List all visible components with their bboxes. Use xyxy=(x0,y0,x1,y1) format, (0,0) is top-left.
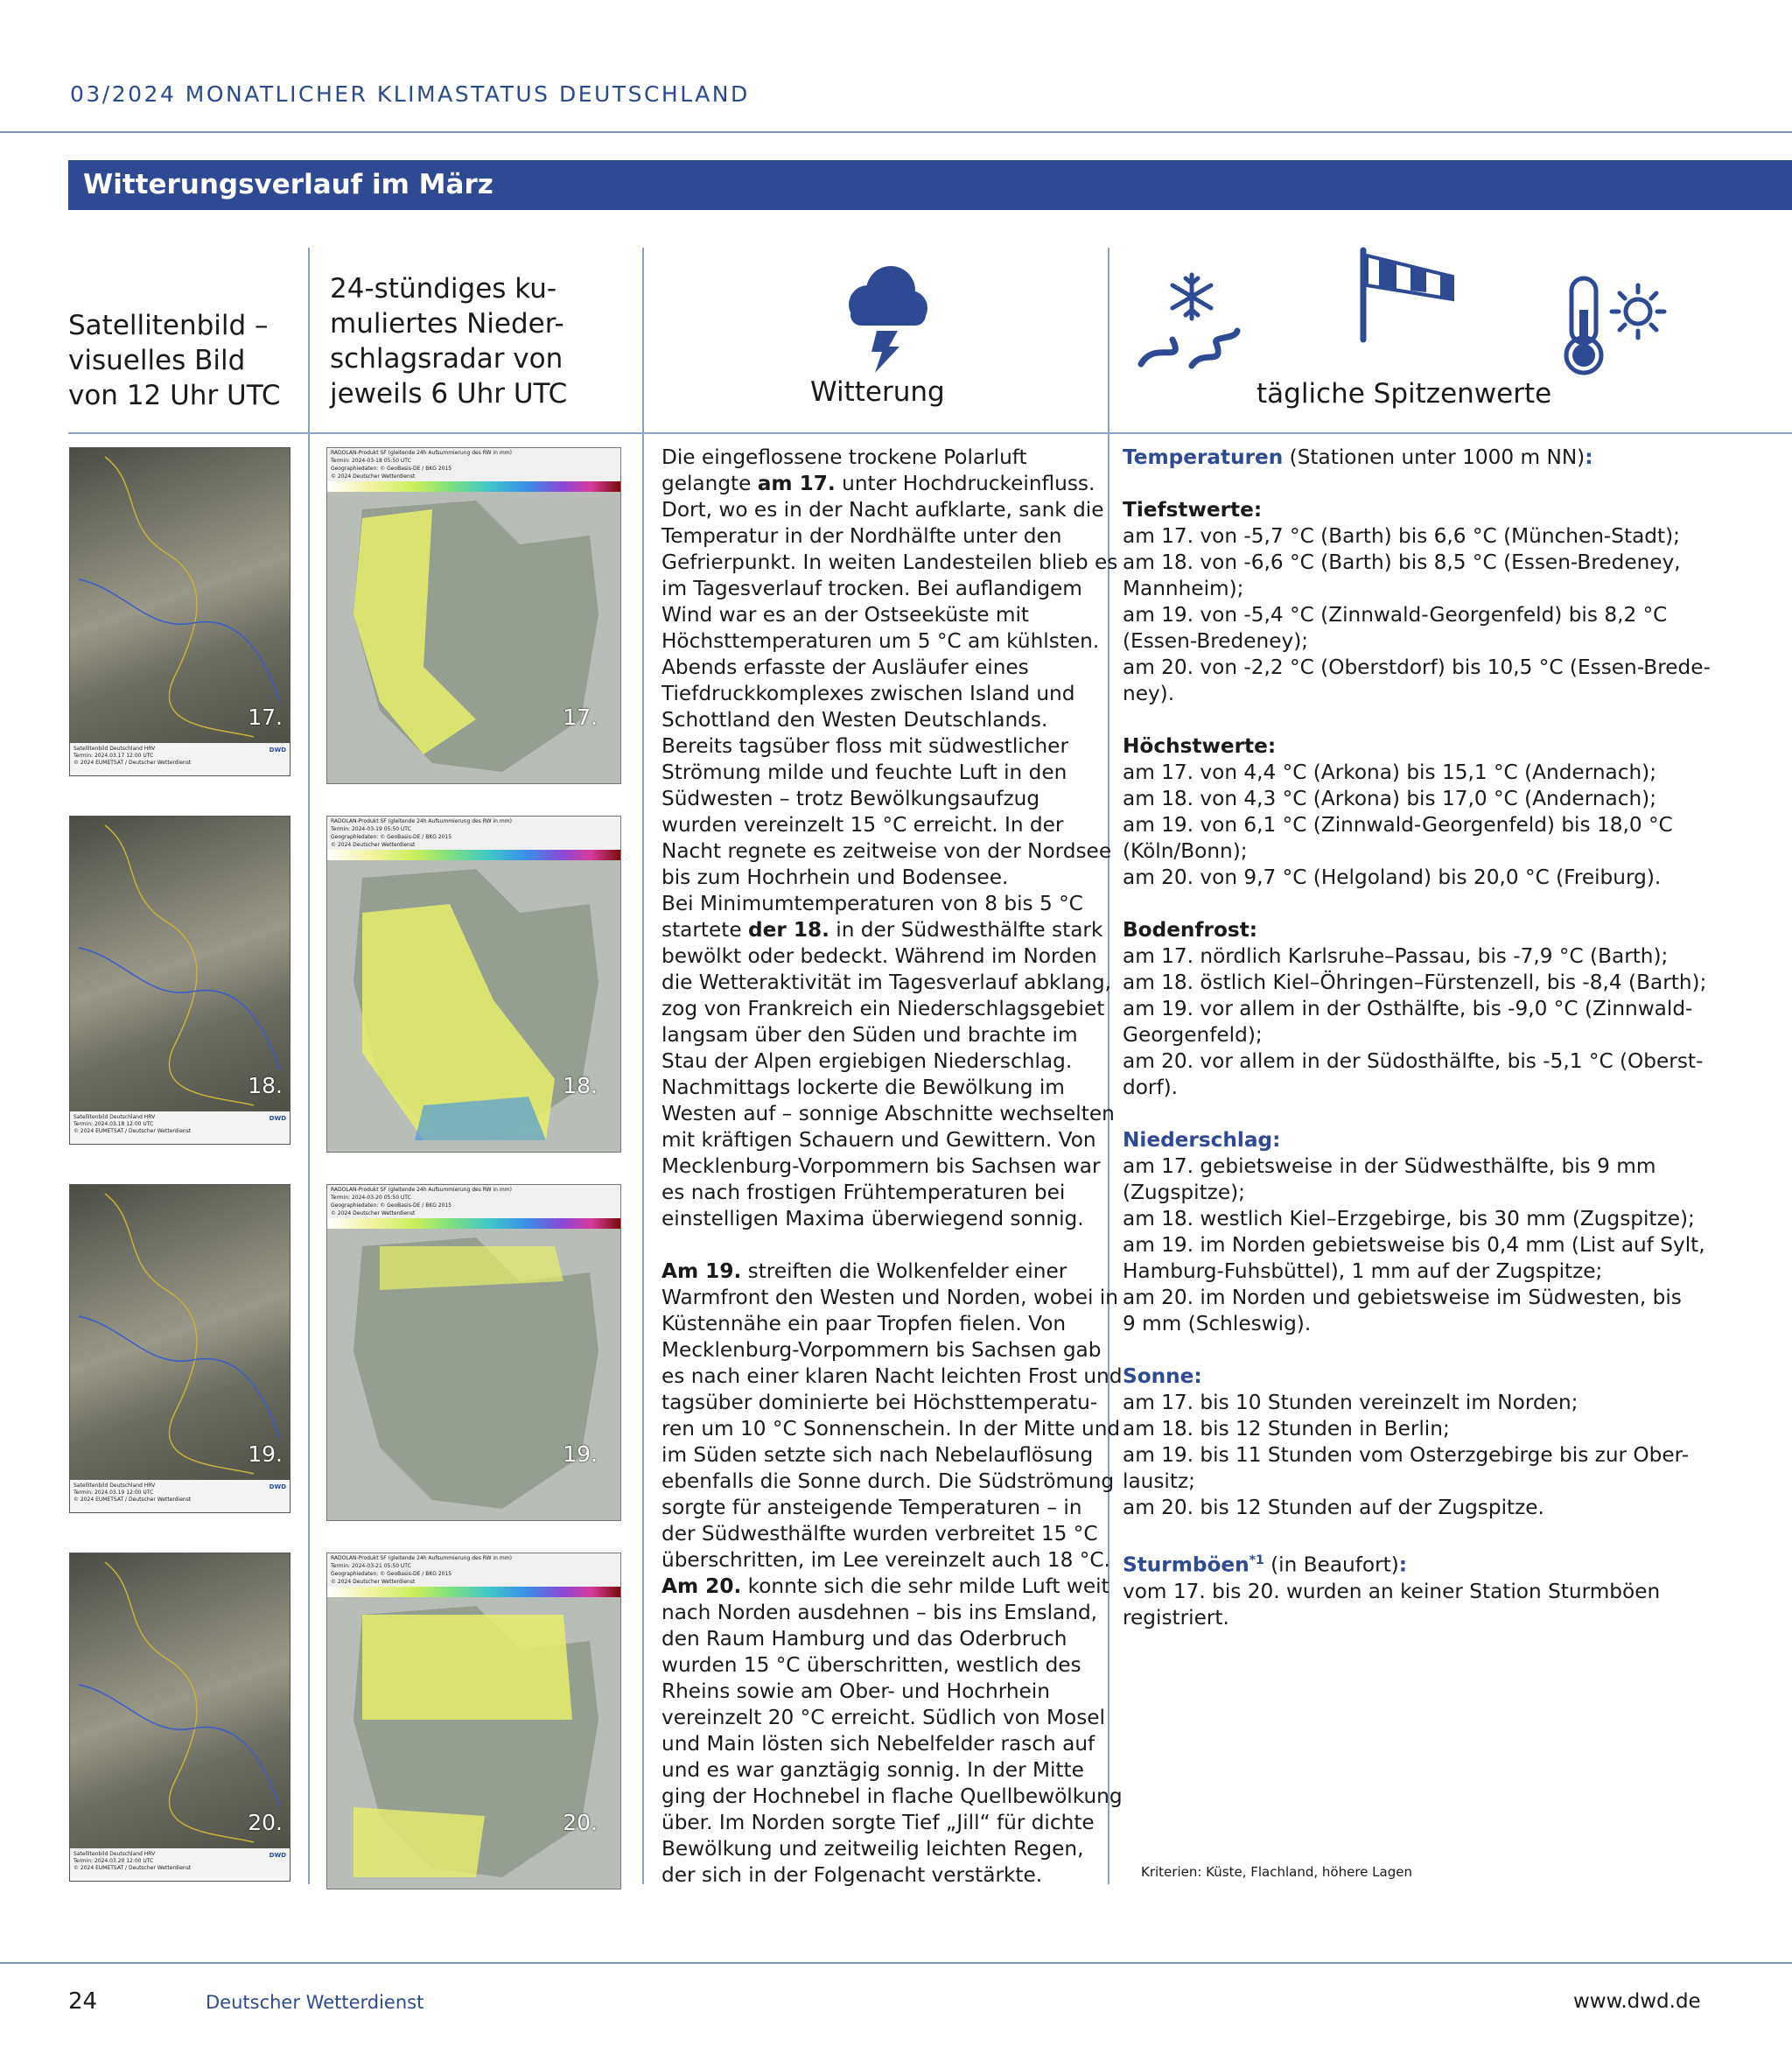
heading-note: (in Beaufort) xyxy=(1264,1553,1399,1577)
section-title: Witterungsverlauf im März xyxy=(68,160,1792,210)
date-emphasis: am 17. xyxy=(757,472,836,495)
text-line: über. Im Norden sorgte Tief „Jill“ für dichte xyxy=(662,1811,1095,1834)
satellite-borders xyxy=(70,817,290,1114)
page-number: 24 xyxy=(68,1988,98,2015)
caption-line: © 2024 EUMETSAT / Deutscher Wetterdienst xyxy=(74,1497,192,1503)
image-caption xyxy=(70,1480,290,1512)
thunderstorm-cloud-icon xyxy=(842,259,929,375)
heading-colon: : xyxy=(1398,1553,1408,1577)
caption-line: RADOLAN-Produkt SF (gleitende 24h Aufsummierung des RW in mm) xyxy=(331,450,512,456)
image-caption xyxy=(70,1111,290,1144)
text-line: dorf). xyxy=(1123,1076,1179,1099)
text-line: Mannheim); xyxy=(1123,577,1244,600)
text-line: Mecklenburg-Vorpommern bis Sachsen war xyxy=(662,1154,1101,1178)
text-line: am 17. gebietsweise in der Südwesthälfte, bis 9 mm xyxy=(1123,1154,1656,1178)
peaks-column-header: tägliche Spitzenwerte xyxy=(1256,378,1552,410)
caption-line: RADOLAN-Produkt SF (gleitende 24h Aufsummierung des RW in mm) xyxy=(331,1187,512,1193)
text-line: 9 mm (Schleswig). xyxy=(1123,1312,1312,1335)
text-line: am 19. im Norden gebietsweise bis 0,4 mm (List auf Sylt, xyxy=(1123,1233,1705,1257)
paragraph-spacer xyxy=(1123,707,1711,733)
date-emphasis: Am 20. xyxy=(662,1574,742,1598)
text-line: am 20. bis 12 Stunden auf der Zugspitze. xyxy=(1123,1496,1544,1519)
header-line: Satellitenbild – xyxy=(68,310,269,341)
caption-line: RADOLAN-Produkt SF (gleitende 24h Aufsummierung des RW in mm) xyxy=(331,818,512,824)
header-line: schlagsradar von xyxy=(330,343,564,375)
satellite-image xyxy=(69,447,290,776)
satellite-column-header xyxy=(68,308,281,413)
header-line: muliertes Nieder- xyxy=(330,308,564,340)
text-line: nach Norden ausdehnen – bis ins Emsland, xyxy=(662,1601,1098,1624)
day-label: 17. xyxy=(248,705,283,730)
windsock-icon xyxy=(1358,247,1460,343)
radar-legend xyxy=(327,1587,620,1597)
footer-rule xyxy=(0,1962,1792,1964)
text-line: der Südwesthälfte wurden verbreitet 15 °C xyxy=(662,1522,1098,1546)
text-line: Nachmittags lockerte die Bewölkung im xyxy=(662,1076,1065,1099)
header-row-rule xyxy=(68,432,1792,434)
caption-line: Termin: 2024.03.18 12:00 UTC xyxy=(74,1121,154,1127)
caption-line: Termin: 2024-03-20 05:50 UTC xyxy=(331,1195,411,1201)
radar-map xyxy=(327,1597,620,1889)
caption-line: Geographiedaten: © GeoBasis-DE / BKG 2015 xyxy=(331,834,452,840)
text-line: Bei Minimumtemperaturen von 8 bis 5 °C xyxy=(662,892,1083,915)
header-line: jeweils 6 Uhr UTC xyxy=(330,378,568,410)
radar-legend xyxy=(327,850,620,860)
dwd-logo: DWD xyxy=(269,747,286,754)
text-line: am 20. von -2,2 °C (Oberstdorf) bis 10,5 °C (Essen-Brede- xyxy=(1123,655,1711,679)
text-line: Mecklenburg-Vorpommern bis Sachsen gab xyxy=(662,1338,1102,1362)
text-line: Bereits tagsüber floss mit südwestlicher xyxy=(662,734,1068,758)
caption-line: © 2024 Deutscher Wetterdienst xyxy=(331,1210,416,1216)
text-line: am 17. bis 10 Stunden vereinzelt im Norden; xyxy=(1123,1391,1578,1414)
caption-line: © 2024 EUMETSAT / Deutscher Wetterdienst xyxy=(74,1865,192,1871)
text-line: Rheins sowie am Ober- und Hochrhein xyxy=(662,1679,1050,1703)
day-label: 20. xyxy=(563,1810,598,1835)
text-line: am 17. von -5,7 °C (Barth) bis 6,6 °C (München-Stadt); xyxy=(1123,524,1680,548)
text-line: am 19. von 6,1 °C (Zinnwald-Georgenfeld) bis 18,0 °C xyxy=(1123,813,1673,837)
text-line: bewölkt oder bedeckt. Während im Norden xyxy=(662,944,1097,968)
day-label: 19. xyxy=(248,1441,283,1467)
header-line: 24-stündiges ku- xyxy=(330,273,557,305)
text-line: (Essen-Bredeney); xyxy=(1123,629,1309,653)
text-line: am 20. von 9,7 °C (Helgoland) bis 20,0 °C (Freiburg). xyxy=(1123,866,1662,889)
radar-map xyxy=(327,1229,620,1520)
heading-run: Sturmböen xyxy=(1123,1553,1250,1577)
dwd-logo: DWD xyxy=(269,1852,286,1859)
caption-line: Termin: 2024.03.20 12:00 UTC xyxy=(74,1858,154,1864)
caption-line: © 2024 Deutscher Wetterdienst xyxy=(331,842,416,848)
text-run: in der Südwesthälfte stark xyxy=(829,918,1103,942)
text-line: Warmfront den Westen und Norden, wobei in xyxy=(662,1286,1118,1309)
text-line: der sich in der Folgenacht verstärkte. xyxy=(662,1863,1043,1887)
heading-colon: : xyxy=(1585,445,1593,469)
day-label: 19. xyxy=(563,1441,598,1467)
caption-line: RADOLAN-Produkt SF (gleitende 24h Aufsummierung des RW in mm) xyxy=(331,1555,512,1561)
radar-image xyxy=(326,816,621,1153)
text-line: den Raum Hamburg und das Oderbruch xyxy=(662,1627,1068,1651)
text-line: die Wetteraktivität im Tagesverlauf abklang, xyxy=(662,971,1111,994)
caption-line: © 2024 EUMETSAT / Deutscher Wetterdienst xyxy=(74,1128,192,1134)
text-line: ging der Hochnebel in flache Quellbewölkung xyxy=(662,1784,1123,1808)
text-line: langsam über den Süden und brachte im xyxy=(662,1023,1078,1047)
text-line: am 18. östlich Kiel–Öhringen–Fürstenzell, bis -8,4 (Barth); xyxy=(1123,971,1707,994)
running-head: 03/2024 MONATLICHER KLIMASTATUS DEUTSCHLAND xyxy=(70,81,750,107)
footnote: Kriterien: Küste, Flachland, höhere Lagen xyxy=(1141,1864,1412,1880)
text-line: lausitz; xyxy=(1123,1469,1195,1493)
text-line: Bewölkung und zeitweilig leichten Regen, xyxy=(662,1837,1084,1861)
image-caption xyxy=(70,743,290,775)
text-line: im Süden setzte sich nach Nebelauflösung xyxy=(662,1443,1094,1467)
text-line: Strömung milde und feuchte Luft in den xyxy=(662,761,1068,784)
caption-line: Geographiedaten: © GeoBasis-DE / BKG 2015 xyxy=(331,466,452,472)
text-line: vom 17. bis 20. wurden an keiner Station Sturmböen xyxy=(1123,1579,1661,1603)
text-line: registriert. xyxy=(1123,1605,1229,1630)
date-emphasis: Am 19. xyxy=(662,1259,742,1283)
peaks-heading-temperature xyxy=(1123,445,1711,471)
caption-line: © 2024 Deutscher Wetterdienst xyxy=(331,473,416,480)
radar-column-header xyxy=(330,271,567,411)
text-line: am 20. im Norden und gebietsweise im Südwesten, bis xyxy=(1123,1286,1682,1309)
caption-line: © 2024 EUMETSAT / Deutscher Wetterdienst xyxy=(74,760,192,766)
text-line xyxy=(662,1258,1123,1285)
thermometer-sun-icon xyxy=(1558,275,1671,376)
text-line: ebenfalls die Sonne durch. Die Südströmung xyxy=(662,1469,1115,1493)
text-line: am 19. vor allem in der Osthälfte, bis -9,0 °C (Zinnwald- xyxy=(1123,997,1693,1020)
header-line: visuelles Bild xyxy=(68,345,246,376)
text-line: Abends erfasste der Ausläufer eines xyxy=(662,655,1029,679)
text-line: mit kräftigen Schauern und Gewittern. Von xyxy=(662,1128,1096,1152)
text-line: ren um 10 °C Sonnenschein. In der Mitte und xyxy=(662,1417,1121,1441)
caption-line: Geographiedaten: © GeoBasis-DE / BKG 2015 xyxy=(331,1571,452,1577)
day-label: 20. xyxy=(248,1810,283,1835)
paragraph-spacer xyxy=(1123,1337,1711,1363)
text-line: sorgte für ansteigende Temperaturen – in xyxy=(662,1496,1082,1519)
text-line: zog von Frankreich ein Niederschlagsgebiet xyxy=(662,997,1105,1020)
peaks-heading-gusts xyxy=(1123,1547,1711,1579)
text-line: ney). xyxy=(1123,682,1175,705)
text-line: am 18. von 4,3 °C (Arkona) bis 17,0 °C (Andernach); xyxy=(1123,787,1657,810)
image-caption xyxy=(70,1848,290,1881)
text-line: am 18. bis 12 Stunden in Berlin; xyxy=(1123,1417,1450,1441)
caption-line: Satellitenbild Deutschland HRV xyxy=(74,1483,156,1489)
text-line: bis zum Hochrhein und Bodensee. xyxy=(662,866,1009,889)
subheading-bodenfrost: Bodenfrost: xyxy=(1123,918,1258,942)
text-line: Küstennähe ein paar Tropfen fielen. Von xyxy=(662,1312,1067,1335)
peaks-heading-precipitation: Niederschlag: xyxy=(1123,1128,1281,1152)
text-run: konnte sich die sehr milde Luft weit xyxy=(741,1574,1110,1598)
radar-image xyxy=(326,447,621,784)
caption-line: Termin: 2024.03.19 12:00 UTC xyxy=(74,1490,154,1496)
text-line: Nacht regnete es zeitweise von der Nordsee xyxy=(662,839,1112,863)
text-line: Temperatur in der Nordhälfte unter den xyxy=(662,524,1062,548)
daily-peaks xyxy=(1123,445,1711,1631)
radar-caption xyxy=(327,817,620,850)
radar-map xyxy=(327,492,620,783)
text-line: wurden vereinzelt 15 °C erreicht. In der xyxy=(662,813,1064,837)
text-run: unter Hochdruckeinfluss. xyxy=(835,472,1096,495)
radar-legend xyxy=(327,481,620,492)
text-line xyxy=(662,917,1123,943)
satellite-image xyxy=(69,1553,290,1882)
text-line: es nach frostigen Frühtemperaturen bei xyxy=(662,1181,1066,1204)
text-line: Wind war es an der Ostseeküste mit xyxy=(662,603,1029,627)
dwd-logo: DWD xyxy=(269,1483,286,1490)
text-line: im Tagesverlauf trocken. Bei auflandigem xyxy=(662,577,1082,600)
column-divider xyxy=(308,248,310,1884)
caption-line: Termin: 2024.03.17 12:00 UTC xyxy=(74,753,154,759)
caption-line: Termin: 2024-03-19 05:50 UTC xyxy=(331,826,411,832)
text-line: Hamburg-Fuhsbüttel), 1 mm auf der Zugspitze; xyxy=(1123,1259,1603,1283)
text-line xyxy=(662,471,1123,497)
caption-line: © 2024 Deutscher Wetterdienst xyxy=(331,1579,416,1585)
text-line: Dort, wo es in der Nacht aufklarte, sank die xyxy=(662,498,1104,522)
text-line: Schottland den Westen Deutschlands. xyxy=(662,708,1048,732)
text-line: (Zugspitze); xyxy=(1123,1181,1245,1204)
text-line: Südwesten – trotz Bewölkungsaufzug xyxy=(662,787,1040,810)
text-line: und Main lösten sich Nebelfelder rasch auf xyxy=(662,1732,1096,1756)
paragraph-spacer xyxy=(662,1232,1123,1258)
weather-column-header: Witterung xyxy=(810,376,945,408)
day-label: 18. xyxy=(248,1073,283,1098)
header-line: von 12 Uhr UTC xyxy=(68,380,281,411)
radar-image xyxy=(326,1184,621,1521)
text-line xyxy=(662,1574,1123,1600)
caption-line: Satellitenbild Deutschland HRV xyxy=(74,1851,156,1857)
text-line: es nach einer klaren Nacht leichten Frost und xyxy=(662,1364,1123,1388)
paragraph-spacer xyxy=(1123,891,1711,917)
text-line: am 19. bis 11 Stunden vom Osterzgebirge bis zur Ober- xyxy=(1123,1443,1690,1467)
snow-ice-road-icon xyxy=(1138,268,1242,373)
radar-caption xyxy=(327,1185,620,1218)
text-line: und es war ganztägig sonnig. In der Mitte xyxy=(662,1758,1084,1782)
day-label: 17. xyxy=(563,705,598,730)
text-line: Georgenfeld); xyxy=(1123,1023,1263,1047)
text-line: Die eingeflossene trockene Polarluft xyxy=(662,445,1027,469)
peaks-heading-sunshine: Sonne: xyxy=(1123,1364,1202,1388)
header-rule xyxy=(0,131,1792,133)
caption-line: Satellitenbild Deutschland HRV xyxy=(74,1114,156,1120)
radar-caption xyxy=(327,1553,620,1587)
paragraph-spacer xyxy=(1123,1101,1711,1127)
text-line: Gefrierpunkt. In weiten Landesteilen blieb es xyxy=(662,550,1118,574)
dwd-logo: DWD xyxy=(269,1115,286,1122)
text-line: am 18. westlich Kiel–Erzgebirge, bis 30 mm (Zugspitze); xyxy=(1123,1207,1695,1230)
radar-legend xyxy=(327,1218,620,1229)
satellite-borders xyxy=(70,448,290,746)
text-line: Tiefdruckkomplexes zwischen Island und xyxy=(662,682,1075,705)
caption-line: Termin: 2024-03-21 05:50 UTC xyxy=(331,1563,411,1569)
publisher: Deutscher Wetterdienst xyxy=(206,1992,424,2013)
text-line: überschritten, im Lee vereinzelt auch 18 °C. xyxy=(662,1548,1110,1572)
day-label: 18. xyxy=(563,1073,598,1098)
text-line: einstelligen Maxima überwiegend sonnig. xyxy=(662,1207,1084,1230)
text-line: vereinzelt 20 °C erreicht. Südlich von Mosel xyxy=(662,1706,1105,1729)
text-run: gelangte xyxy=(662,472,758,495)
text-run: startete xyxy=(662,918,748,942)
subheading-tiefstwerte: Tiefstwerte: xyxy=(1123,498,1263,522)
footnote-marker: *1 xyxy=(1249,1553,1264,1567)
text-line: am 19. von -5,4 °C (Zinnwald-Georgenfeld) bis 8,2 °C xyxy=(1123,603,1668,627)
radar-map xyxy=(327,860,620,1152)
text-line: Stau der Alpen ergiebigen Niederschlag. xyxy=(662,1049,1073,1073)
date-emphasis: der 18. xyxy=(748,918,830,942)
weather-narrative xyxy=(662,445,1123,1889)
text-line: am 17. nördlich Karlsruhe–Passau, bis -7,9 °C (Barth); xyxy=(1123,944,1669,968)
text-line: am 20. vor allem in der Südosthälfte, bis -5,1 °C (Oberst- xyxy=(1123,1049,1704,1073)
caption-line: Termin: 2024-03-18 05:50 UTC xyxy=(331,458,411,464)
paragraph-spacer xyxy=(1123,471,1711,497)
satellite-image xyxy=(69,1184,290,1513)
radar-caption xyxy=(327,448,620,481)
text-run: streiften die Wolkenfelder einer xyxy=(741,1259,1068,1283)
heading-note: (Stationen unter 1000 m NN) xyxy=(1283,445,1586,469)
text-line: Höchsttemperaturen um 5 °C am kühlsten. xyxy=(662,629,1100,653)
caption-line: Geographiedaten: © GeoBasis-DE / BKG 2015 xyxy=(331,1202,452,1209)
subheading-hoechstwerte: Höchstwerte: xyxy=(1123,734,1277,758)
website-link[interactable]: www.dwd.de xyxy=(1573,1990,1701,2013)
column-divider xyxy=(642,248,644,1884)
satellite-borders xyxy=(70,1185,290,1483)
text-line: am 18. von -6,6 °C (Barth) bis 8,5 °C (Essen-Bredeney, xyxy=(1123,550,1681,574)
text-line: am 17. von 4,4 °C (Arkona) bis 15,1 °C (Andernach); xyxy=(1123,761,1657,784)
satellite-borders xyxy=(70,1553,290,1851)
text-line: (Köln/Bonn); xyxy=(1123,839,1248,863)
caption-line: Satellitenbild Deutschland HRV xyxy=(74,746,156,752)
radar-image xyxy=(326,1553,621,1889)
text-line: tagsüber dominierte bei Höchsttemperatu- xyxy=(662,1391,1098,1414)
satellite-image xyxy=(69,816,290,1145)
paragraph-spacer xyxy=(1123,1521,1711,1547)
heading-run: Temperaturen xyxy=(1123,445,1284,469)
text-line: wurden 15 °C überschritten, westlich des xyxy=(662,1653,1082,1677)
text-line: Westen auf – sonnige Abschnitte wechselten xyxy=(662,1102,1115,1125)
